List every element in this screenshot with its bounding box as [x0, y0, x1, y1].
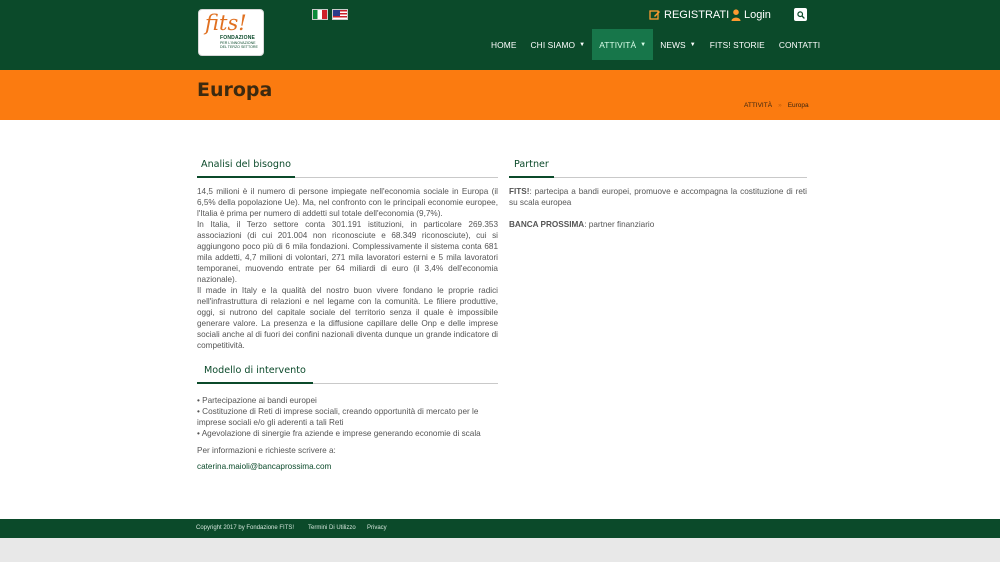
- partner-banca-name: BANCA PROSSIMA: [509, 220, 585, 229]
- nav-chi-siamo-label: CHI SIAMO: [530, 39, 576, 50]
- list-item: • Agevolazione di sinergie fra aziende e imprese generando economie di scala: [197, 428, 498, 439]
- nav-home-label: HOME: [491, 39, 517, 50]
- breadcrumb: [744, 102, 809, 109]
- list-item: • Costituzione di Reti di imprese sociali, creando opportunità di mercato per le imprese sociali e/o gli aderenti a tali Reti: [197, 406, 498, 428]
- intervention-list: [197, 395, 498, 439]
- partner-fits-name: FITS!: [509, 187, 530, 196]
- section-title-partner: Partner: [509, 159, 554, 178]
- nav-contatti-label: CONTATTI: [778, 39, 821, 50]
- breadcrumb-current: Europa: [787, 102, 809, 109]
- partner-banca: [509, 219, 807, 230]
- main-nav: [484, 29, 827, 60]
- logo-line1: FONDAZIONE: [220, 35, 256, 41]
- nav-news-label: NEWS: [660, 39, 686, 50]
- flag-italy-icon[interactable]: [312, 9, 328, 20]
- site-footer: [0, 519, 1000, 538]
- nav-fits-storie[interactable]: [703, 29, 772, 60]
- nav-attivita-label: ATTIVITÀ: [599, 39, 637, 50]
- contact-email-link[interactable]: caterina.maioli@bancaprossima.com: [197, 462, 332, 471]
- register-link[interactable]: [649, 7, 729, 23]
- nav-chi-siamo[interactable]: [524, 29, 593, 60]
- user-icon: [731, 9, 741, 21]
- section-title-modello: Modello di intervento: [197, 365, 313, 384]
- page-title: Europa: [197, 79, 273, 101]
- login-link[interactable]: [731, 7, 771, 23]
- partner-fits: [509, 186, 807, 208]
- contact-text: Per informazioni e richieste scrivere a:: [197, 446, 336, 455]
- breadcrumb-separator: »: [778, 102, 782, 109]
- partner-fits-desc: : partecipa a bandi europei, promuove e accompagna la costituzione di reti su scala europea: [509, 187, 807, 207]
- paragraph: In Italia, il Terzo settore conta 301.191 istituzioni, in particolare 269.353 associazioni (di cui 201.004 non riconosciute e 68.349 riconosciute), cui si aggiungono poco più di 6 mila fondazioni. Complessivamente il sistema conta 681 mila addetti, 4,7 milioni di volontari, 271 mila lavoratori esterni e 5 mila lavoratori temporanei, muovendo entrate per 64 miliardi di euro (il 3,4% dell'economia nazionale).: [197, 220, 498, 284]
- nav-fits-storie-label: FITS! STORIE: [709, 39, 765, 50]
- chevron-down-icon: ▼: [640, 41, 647, 48]
- nav-contatti[interactable]: [772, 29, 827, 60]
- site-logo[interactable]: [198, 9, 264, 56]
- search-icon: [797, 11, 805, 19]
- nav-attivita[interactable]: [592, 29, 653, 60]
- list-item: • Partecipazione ai bandi europei: [197, 395, 498, 406]
- nav-news[interactable]: [653, 29, 703, 60]
- right-column: [509, 154, 807, 230]
- footer-copyright: Copyright 2017 by Fondazione FITS!: [196, 525, 295, 531]
- footer-privacy-link[interactable]: Privacy: [367, 525, 387, 531]
- nav-home[interactable]: [484, 29, 524, 60]
- left-column: [197, 154, 498, 474]
- login-label: Login: [744, 9, 771, 21]
- register-label: REGISTRATI: [664, 9, 730, 21]
- section-title-analisi: Analisi del bisogno: [197, 159, 295, 178]
- breadcrumb-parent-link[interactable]: ATTIVITÀ: [744, 102, 773, 109]
- paragraph: Il made in Italy e la qualità del nostro buon vivere fondano le proprie radici nell'infrastruttura di relazioni e nel legame con la comunità. Le filiere produttive, oggi, si nutrono del capitale sociale del territorio senza il quale è impossibile generare valore. La presenza e la diffusione capillare delle Onp e delle imprese sociali anche al di fuori dei confini nazionali diventa dunque un grande indicatore di competitività.: [197, 286, 498, 350]
- chevron-down-icon: ▼: [579, 41, 586, 48]
- chevron-down-icon: ▼: [689, 41, 696, 48]
- search-button[interactable]: [794, 8, 807, 21]
- logo-line2: PER L'INNOVAZIONE DEL TERZO SETTORE: [220, 41, 258, 49]
- page-banner: [0, 70, 1000, 120]
- partner-banca-desc: : partner finanziario: [584, 220, 655, 229]
- page-bottom-area: [0, 538, 1000, 562]
- flag-usa-icon[interactable]: [332, 9, 348, 20]
- logo-script: fits!: [205, 11, 247, 35]
- edit-icon: [649, 9, 661, 21]
- footer-terms-link[interactable]: Termini Di Utilizzo: [308, 525, 356, 531]
- paragraph: 14,5 milioni è il numero di persone impiegate nell'economia sociale in Europa (il 6,5% della popolazione Ue). Ma, nel confronto con le principali economie europee, l'Italia è prima per numero di addetti sul totale dell'economia (9,7%).: [197, 187, 498, 218]
